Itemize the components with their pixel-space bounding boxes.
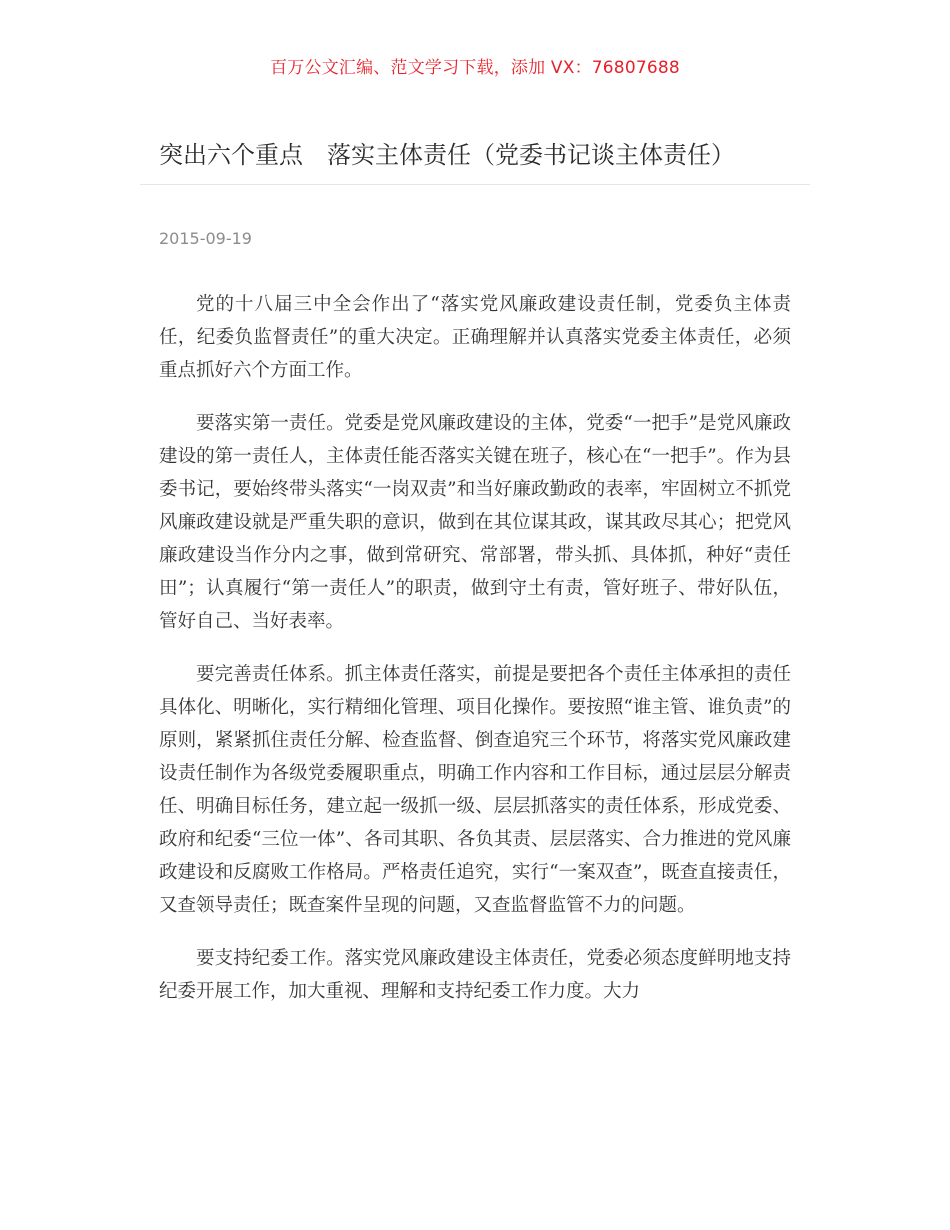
- article-title: 突出六个重点 落实主体责任（党委书记谈主体责任）: [159, 141, 735, 169]
- paragraph: 党的十八届三中全会作出了“落实党风廉政建设责任制，党委负主体责任，纪委负监督责任”的重大决定。正确理解并认真落实党委主体责任，必须重点抓好六个方面工作。: [159, 294, 791, 381]
- paragraph: 要支持纪委工作。落实党风廉政建设主体责任，党委必须态度鲜明地支持纪委开展工作，加大重视、理解和支持纪委工作力度。大力: [159, 948, 791, 1002]
- article-body: [159, 288, 791, 1028]
- title-divider: [140, 184, 810, 185]
- publish-date: 2015-09-19: [159, 229, 252, 248]
- paragraph: 要落实第一责任。党委是党风廉政建设的主体，党委“一把手”是党风廉政建设的第一责任人，主体责任能否落实关键在班子，核心在“一把手”。作为县委书记，要始终带头落实“一岗双责”和当好廉政勤政的表率，牢固树立不抓党风廉政建设就是严重失职的意识，做到在其位谋其政，谋其政尽其心；把党风廉政建设当作分内之事，做到常研究、常部署，带头抓、具体抓，种好“责任田”；认真履行“第一责任人”的职责，做到守土有责，管好班子、带好队伍，管好自己、当好表率。: [159, 413, 791, 632]
- download-banner: 百万公文汇编、范文学习下载，添加 VX：76807688: [270, 58, 680, 78]
- paragraph: 要完善责任体系。抓主体责任落实，前提是要把各个责任主体承担的责任具体化、明晰化，实行精细化管理、项目化操作。要按照“谁主管、谁负责”的原则，紧紧抓住责任分解、检查监督、倒查追究三个环节，将落实党风廉政建设责任制作为各级党委履职重点，明确工作内容和工作目标，通过层层分解责任、明确目标任务，建立起一级抓一级、层层抓落实的责任体系，形成党委、政府和纪委“三位一体”、各司其职、各负其责、层层落实、合力推进的党风廉政建设和反腐败工作格局。严格责任追究，实行“一案双查”，既查直接责任，又查领导责任；既查案件呈现的问题，又查监督监管不力的问题。: [159, 664, 791, 916]
